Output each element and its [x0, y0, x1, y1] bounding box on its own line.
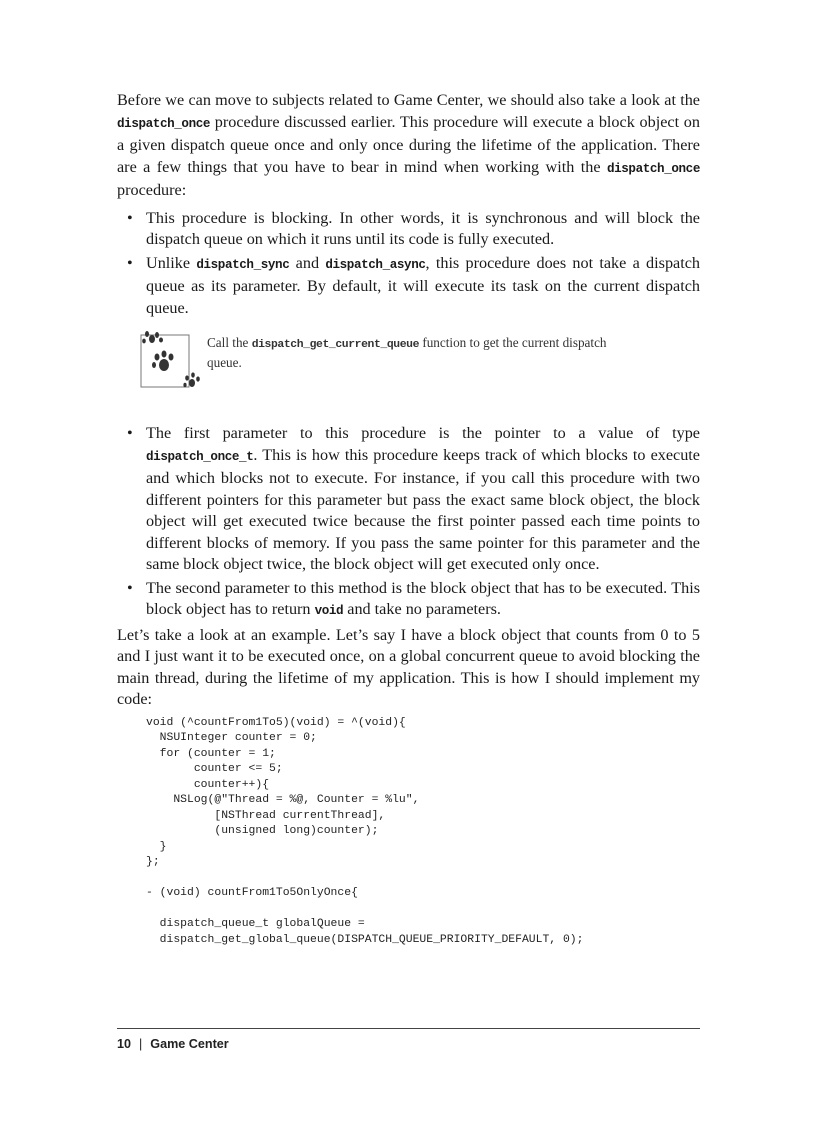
intro-text-2: procedure discussed earlier. This procedure will execute a block object on a given dispatch queue once and only once during the lifetime of the application. There are a few things that you have to bear in mind when working with the — [117, 112, 700, 176]
bullet-text: The second parameter to this method is the block object that has to be executed. This block object has to return — [146, 578, 700, 618]
bullet-text: , this procedure does not take a dispatch queue as its parameter. By default, it will execute its task on the current dispatch queue. — [146, 253, 701, 317]
note-text-1: Call the — [207, 335, 252, 350]
bullet-list-1 — [117, 208, 700, 320]
page-number: 10 — [117, 1037, 132, 1051]
intro-text-1: Before we can move to subjects related to Game Center, we should also take a look at the — [117, 91, 700, 109]
bullet-text: This procedure is blocking. In other words, it is synchronous and will block the dispatch queue on which it runs until its code is fully executed. — [146, 208, 700, 248]
bullet-text: and — [289, 253, 326, 272]
intro-paragraph — [117, 90, 700, 202]
bullet-icon: • — [127, 578, 133, 597]
bullet-text: Unlike — [146, 253, 197, 272]
intro-text-3: procedure: — [117, 181, 187, 199]
page-footer — [117, 1037, 229, 1051]
inline-code-dispatch-once: dispatch_once — [117, 116, 211, 131]
list-item — [117, 423, 700, 576]
inline-code: dispatch_once_t — [146, 449, 254, 464]
bullet-text: . This is how this procedure keeps track of which blocks to execute and which blocks not to execute. For instance, if you call this procedure with two different pointers for this parameter but pass the exact same block object, the block object will get executed twice because the first pointer passed each time points to different blocks of memory. If you pass the same pointer for this parameter and the same block object twice, the block object will get executed only once. — [146, 445, 700, 573]
tip-note-text — [207, 334, 637, 372]
footer-separator: | — [139, 1037, 143, 1051]
list-item — [117, 253, 700, 320]
note-text-2: function to get the current dispatch queue. — [207, 335, 607, 370]
bullet-list-2 — [117, 423, 700, 623]
list-item — [117, 208, 700, 251]
inline-code: dispatch_sync — [196, 257, 290, 272]
footer-divider — [117, 1028, 700, 1029]
list-item — [117, 578, 700, 623]
page-content — [117, 90, 700, 948]
inline-code: dispatch_async — [325, 257, 426, 272]
bullet-text: and take no parameters. — [343, 600, 501, 618]
example-paragraph: Let’s take a look at an example. Let’s say I have a block object that counts from 0 to 5 and I just want it to be executed once, on a global concurrent queue to avoid blocking the main thread, during the lifetime of my application. This is how I should implement my code: — [117, 625, 700, 708]
chapter-title: Game Center — [150, 1037, 229, 1051]
bullet-icon: • — [127, 424, 133, 442]
inline-code: void — [314, 604, 344, 618]
bullet-icon: • — [127, 253, 133, 272]
bullet-icon: • — [127, 208, 133, 227]
raccoon-tracks-icon — [140, 329, 206, 391]
inline-code-dispatch-once-2: dispatch_once — [606, 161, 700, 176]
inline-code-get-current-queue: dispatch_get_current_queue — [251, 339, 420, 351]
code-block: void (^countFrom1To5)(void) = ^(void){ NSUInteger counter = 0; for (counter = 1; counter <= 5; counter++){ NSLog(@"Thread = %@, Counter = %lu", [NSThread currentThread], (unsigned long)counter); } }; - (void) countFrom1To5OnlyOnce{ dispatch_queue_t globalQueue = dispatch_get_global_queue(DISPATCH_QUEUE_PRIORITY_DEFAULT, 0); — [146, 716, 584, 946]
tip-note — [117, 327, 700, 419]
bullet-text: The first parameter to this procedure is the pointer to a value of type — [146, 424, 700, 442]
